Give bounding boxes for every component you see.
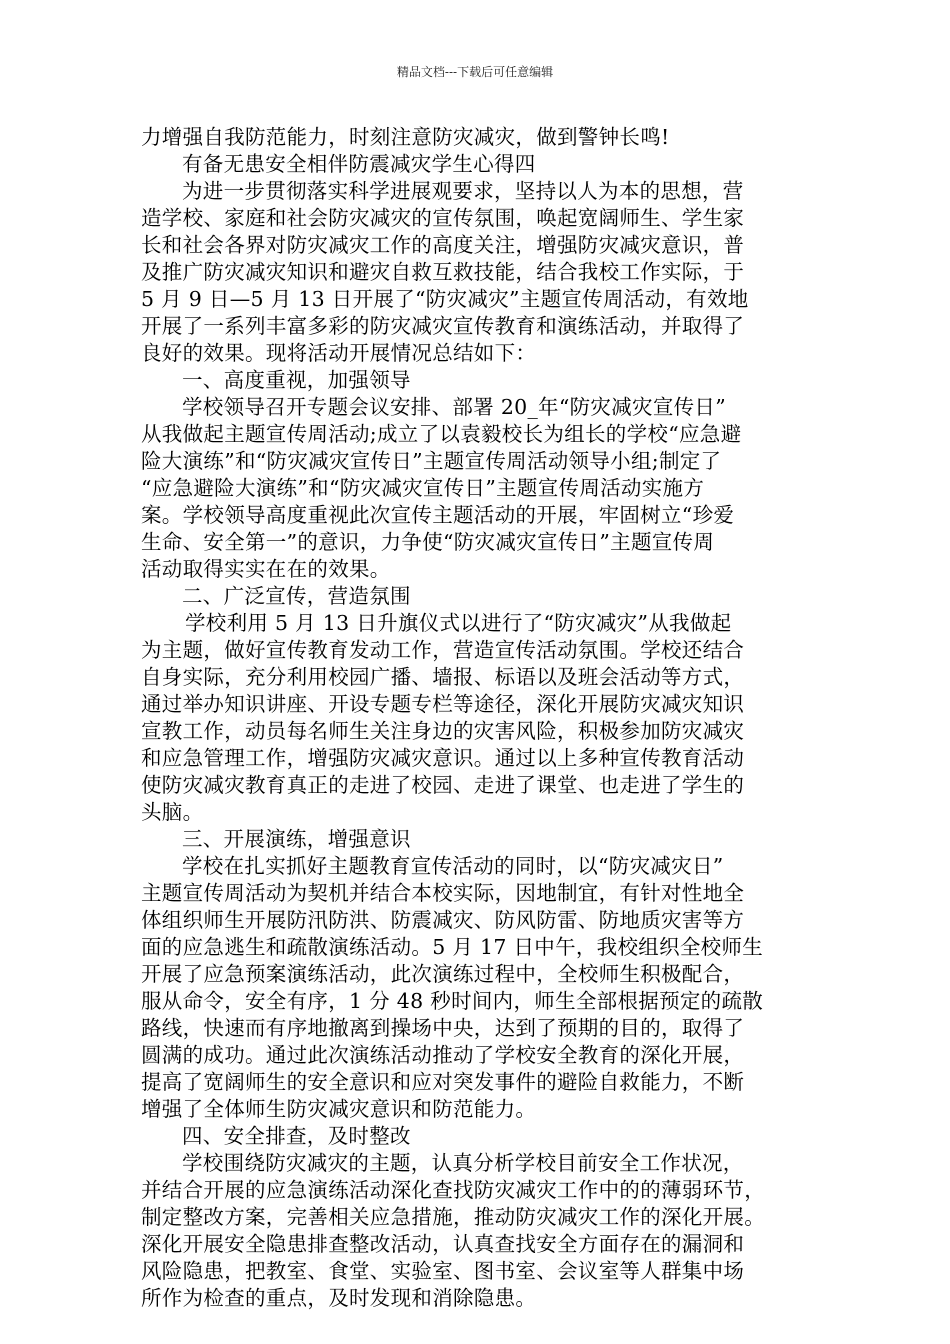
body-line: 开展了应急预案演练活动，此次演练过程中，全校师生积极配合， bbox=[141, 962, 745, 986]
body-line: 有备无患安全相伴防震减灾学生心得四 bbox=[182, 152, 536, 176]
body-line: 从我做起主题宣传周活动;成立了以袁毅校长为组长的学校“应急避 bbox=[141, 422, 742, 446]
body-line: 良好的效果。现将活动开展情况总结如下： bbox=[141, 341, 537, 365]
body-line: 5 月 9 日—5 月 13 日开展了“防灾减灾”主题宣传周活动，有效地 bbox=[141, 287, 749, 311]
body-line: 造学校、家庭和社会防灾减灾的宣传氛围，唤起宽阔师生、学生家 bbox=[141, 206, 745, 230]
body-line: 三、开展演练，增强意识 bbox=[182, 827, 411, 851]
body-line: 及推广防灾减灾知识和避灾自救互救技能，结合我校工作实际，于 bbox=[141, 260, 745, 284]
body-line: 宣教工作，动员每名师生关注身边的灾害风险，积极参加防灾减灾 bbox=[141, 719, 745, 743]
body-line: 学校利用 5 月 13 日升旗仪式以进行了“防灾减灾”从我做起 bbox=[185, 611, 732, 635]
body-line: 活动取得实实在在的效果。 bbox=[141, 557, 391, 581]
body-line: 生命、安全第一”的意识，力争使“防灾减灾宣传日”主题宣传周 bbox=[141, 530, 715, 554]
body-line: 服从命令，安全有序，1 分 48 秒时间内，师生全部根据预定的疏散 bbox=[141, 989, 764, 1013]
body-line: 案。学校领导高度重视此次宣传主题活动的开展，牢固树立“珍爱 bbox=[141, 503, 735, 527]
body-line: 体组织师生开展防汛防洪、防震减灾、防风防雷、防地质灾害等方 bbox=[141, 908, 745, 932]
body-line: 长和社会各界对防灾减灾工作的高度关注，增强防灾减灾意识，普 bbox=[141, 233, 745, 257]
body-line: 学校在扎实抓好主题教育宣传活动的同时，以“防灾减灾日” bbox=[182, 854, 724, 878]
body-line: 面的应急逃生和疏散演练活动。5 月 17 日中午，我校组织全校师生 bbox=[141, 935, 764, 959]
body-line: 四、安全排查，及时整改 bbox=[182, 1124, 411, 1148]
body-line: 提高了宽阔师生的安全意识和应对突发事件的避险自救能力，不断 bbox=[141, 1070, 745, 1094]
body-line: 险大演练”和“防灾减灾宣传日”主题宣传周活动领导小组;制定了 bbox=[141, 449, 722, 473]
body-line: 头脑。 bbox=[141, 800, 204, 824]
body-line: 制定整改方案，完善相关应急措施，推动防灾减灾工作的深化开展。 bbox=[141, 1205, 765, 1229]
body-line: 开展了一系列丰富多彩的防灾减灾宣传教育和演练活动，并取得了 bbox=[141, 314, 745, 338]
body-line: 力增强自我防范能力，时刻注意防灾减灾，做到警钟长鸣! bbox=[141, 125, 670, 149]
body-line: 主题宣传周活动为契机并结合本校实际，因地制宜，有针对性地全 bbox=[141, 881, 745, 905]
body-line: 风险隐患，把教室、食堂、实验室、图书室、会议室等人群集中场 bbox=[141, 1259, 745, 1283]
body-line: 路线，快速而有序地撤离到操场中央，达到了预期的目的，取得了 bbox=[141, 1016, 745, 1040]
body-line: 为进一步贯彻落实科学进展观要求，坚持以人为本的思想，营 bbox=[182, 179, 744, 203]
body-line: 并结合开展的应急演练活动深化查找防灾减灾工作中的的薄弱环节， bbox=[141, 1178, 765, 1202]
body-line: 学校领导召开专题会议安排、部署 20_年“防灾减灾宣传日” bbox=[182, 395, 727, 419]
document-body bbox=[141, 124, 831, 1312]
body-line: 增强了全体师生防灾减灾意识和防范能力。 bbox=[141, 1097, 537, 1121]
body-line: 自身实际，充分利用校园广播、墙报、标语以及班会活动等方式， bbox=[141, 665, 745, 689]
body-line: 学校围绕防灾减灾的主题，认真分析学校目前安全工作状况， bbox=[182, 1151, 744, 1175]
page-header: 精品文档---下载后可任意编辑 bbox=[396, 65, 554, 79]
body-line: 一、高度重视，加强领导 bbox=[182, 368, 411, 392]
body-line: 通过举办知识讲座、开设专题专栏等途径，深化开展防灾减灾知识 bbox=[141, 692, 745, 716]
body-line: 二、广泛宣传，营造氛围 bbox=[182, 584, 411, 608]
body-line: 圆满的成功。通过此次演练活动推动了学校安全教育的深化开展， bbox=[141, 1043, 745, 1067]
body-line: 所作为检查的重点，及时发现和消除隐患。 bbox=[141, 1286, 537, 1310]
body-line: 和应急管理工作，增强防灾减灾意识。通过以上多种宣传教育活动 bbox=[141, 746, 745, 770]
body-line: 使防灾减灾教育真正的走进了校园、走进了课堂、也走进了学生的 bbox=[141, 773, 745, 797]
body-line: 为主题，做好宣传教育发动工作，营造宣传活动氛围。学校还结合 bbox=[141, 638, 745, 662]
body-line: “应急避险大演练”和“防灾减灾宣传日”主题宣传周活动实施方 bbox=[141, 476, 705, 500]
body-line: 深化开展安全隐患排查整改活动，认真查找安全方面存在的漏洞和 bbox=[141, 1232, 745, 1256]
